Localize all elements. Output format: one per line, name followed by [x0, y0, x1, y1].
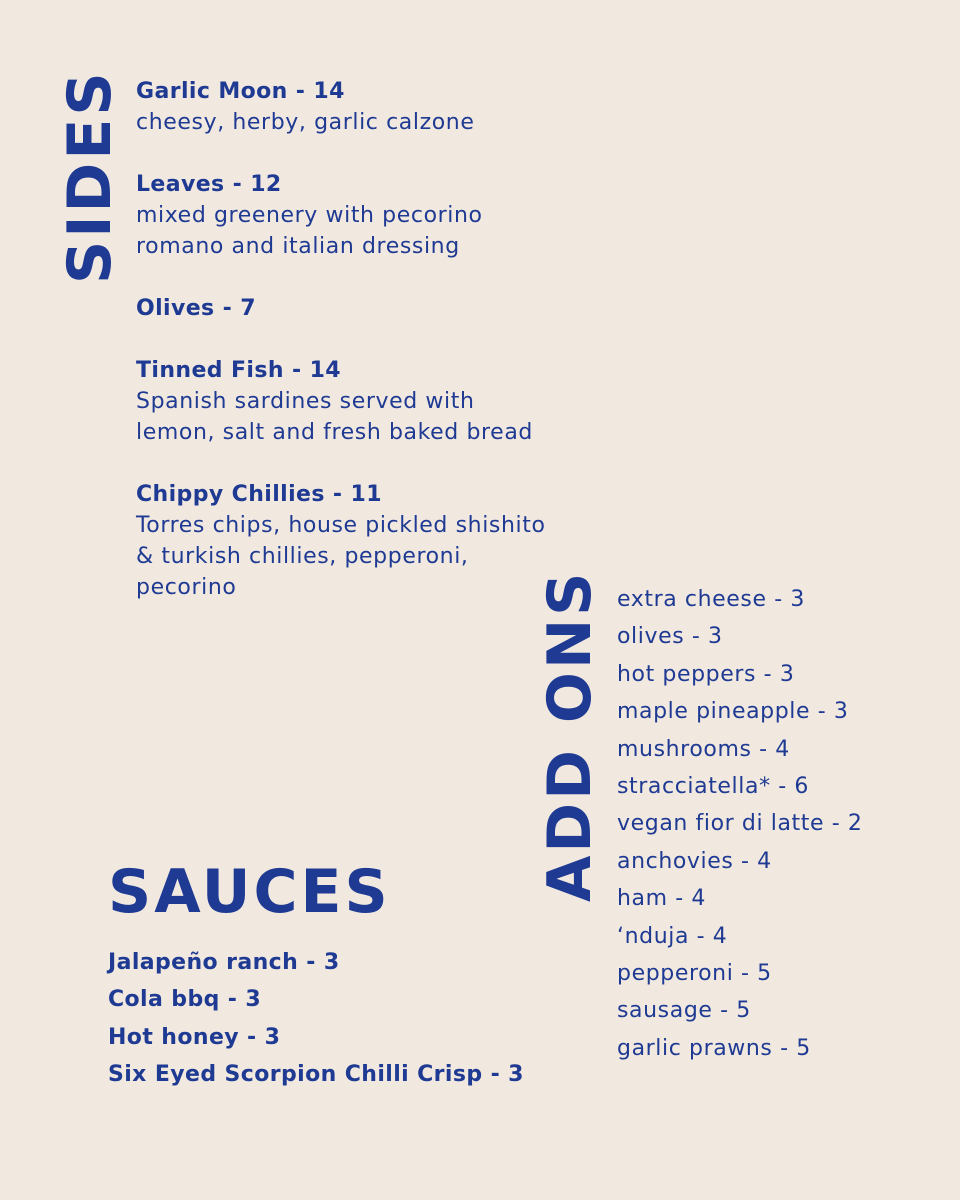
addons-heading: ADD ONS	[535, 569, 605, 902]
side-item-description: mixed greenery with pecorino romano and italian dressing	[136, 203, 483, 259]
addon-item: garlic prawns - 5	[617, 1035, 811, 1061]
addon-item: vegan fior di latte - 2	[617, 811, 863, 837]
addon-item: ham - 4	[617, 886, 706, 912]
sauce-item: Cola bbq - 3	[108, 987, 262, 1013]
side-item-title: Olives - 7	[136, 296, 256, 321]
side-item-title: Chippy Chillies - 11	[136, 482, 382, 507]
side-item-title: Garlic Moon - 14	[136, 79, 345, 104]
side-item-leaves	[136, 169, 596, 262]
addon-item: maple pineapple - 3	[617, 699, 849, 725]
sauce-item: Jalapeño ranch - 3	[108, 950, 340, 975]
addon-item: sausage - 5	[617, 998, 751, 1024]
addon-item: extra cheese - 3	[617, 587, 805, 612]
addon-item: ‘nduja - 4	[617, 923, 728, 949]
addon-item: stracciatella* - 6	[617, 774, 809, 800]
addon-item: pepperoni - 5	[617, 961, 772, 987]
sides-list	[136, 76, 596, 634]
side-item-description: Torres chips, house pickled shishito & turkish chillies, pepperoni, pecorino	[136, 513, 546, 600]
sauces-list	[108, 944, 524, 1094]
side-item-garlic-moon	[136, 76, 596, 138]
side-item-title: Tinned Fish - 14	[136, 358, 341, 383]
addon-item: olives - 3	[617, 624, 723, 650]
sauce-item: Hot honey - 3	[108, 1024, 281, 1050]
sides-heading: SIDES	[55, 69, 125, 284]
side-item-description: Spanish sardines served with lemon, salt and fresh baked bread	[136, 389, 533, 445]
addon-item: mushrooms - 4	[617, 736, 790, 762]
side-item-description: cheesy, herby, garlic calzone	[136, 110, 475, 135]
sauces-heading: SAUCES	[108, 857, 391, 927]
sauce-item: Six Eyed Scorpion Chilli Crisp - 3	[108, 1062, 524, 1088]
side-item-olives	[136, 293, 596, 324]
addon-item: hot peppers - 3	[617, 661, 795, 687]
addons-list	[617, 581, 937, 1067]
side-item-title: Leaves - 12	[136, 172, 282, 197]
addon-item: anchovies - 4	[617, 848, 772, 874]
side-item-chippy-chillies	[136, 479, 596, 603]
side-item-tinned-fish	[136, 355, 596, 448]
